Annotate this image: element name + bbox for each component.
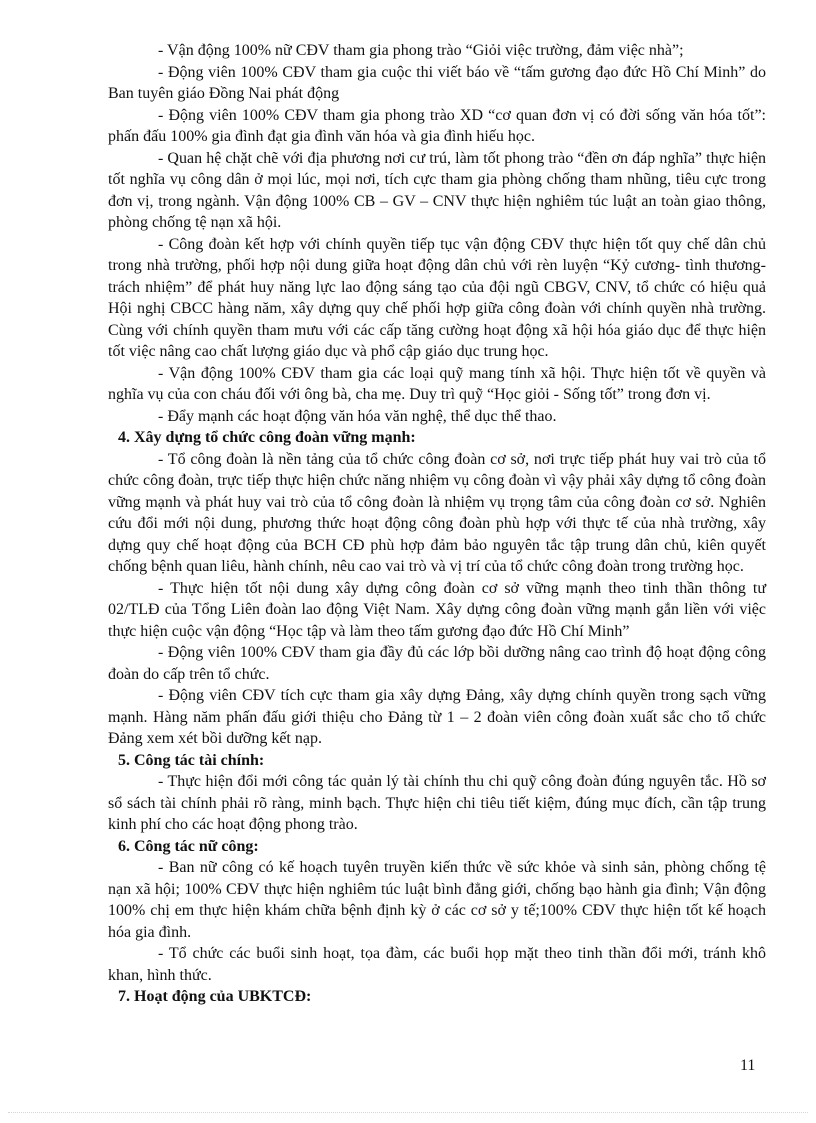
paragraph: - Tổ chức các buổi sinh hoạt, tọa đàm, các buổi họp mặt theo tinh thần đổi mới, tránh khô khan, hình thức. <box>108 945 766 984</box>
paragraph: - Động viên 100% CĐV tham gia cuộc thi viết báo về “tấm gương đạo đức Hồ Chí Minh” do Ban tuyên giáo Đồng Nai phát động <box>108 63 766 102</box>
paragraph: - Vận động 100% CĐV tham gia các loại quỹ mang tính xã hội. Thực hiện tốt về quyền và nghĩa vụ của con cháu đối với ông bà, cha mẹ. Duy trì quỹ “Học giỏi - Sống tốt” trong đơn vị. <box>108 364 766 403</box>
section-heading: 4. Xây dựng tổ chức công đoàn vững mạnh: <box>118 429 416 446</box>
paragraph: - Quan hệ chặt chẽ với địa phương nơi cư trú, làm tốt phong trào “đền ơn đáp nghĩa” thực hiện tốt nghĩa vụ công dân ở mọi lúc, mọi nơi, tích cực tham gia phòng chống tham nhũng, tiêu cực trong đơn vị, trong ngành. Vận động 100% CB – GV – CNV thực hiện nghiêm túc luật an toàn giao thông, phòng chống tệ nạn xã hội. <box>108 149 766 231</box>
document-body <box>108 40 766 1008</box>
paragraph: - Công đoàn kết hợp với chính quyền tiếp tục vận động CĐV thực hiện tốt quy chế dân chủ trong nhà trường, phối hợp nội dung giữa hoạt động dân chủ với rèn luyện “Kỷ cương- tình thương- trách nhiệm” để phát huy năng lực lao động sáng tạo của đội ngũ CBGV, CNV, tổ chức có hiệu quả Hội nghị CBCC hàng năm, xây dựng quy chế phối hợp giữa công đoàn với chính quyền nhà trường. Cùng với chính quyền tham mưu với các cấp tăng cường hoạt động xã hội hóa giáo dục để thực hiện tốt việc nâng cao chất lượng giáo dục và phổ cập giáo dục trung học. <box>108 235 766 360</box>
paragraph: - Động viên 100% CĐV tham gia đầy đủ các lớp bồi dưỡng nâng cao trình độ hoạt động công đoàn do cấp trên tổ chức. <box>108 644 766 683</box>
paragraph: - Tổ công đoàn là nền tảng của tổ chức công đoàn cơ sở, nơi trực tiếp phát huy vai trò của tổ chức công đoàn, trực tiếp thực hiện chức năng nhiệm vụ công đoàn vì vậy phải xây dựng tổ công đoàn vững mạnh và phát huy vai trò của tổ công đoàn là nhiệm vụ trọng tâm của công đoàn cơ sở. Nghiên cứu đổi mới nội dung, phương thức hoạt động công đoàn phù hợp với thực tế của nhà trường, xây dựng quy chế hoạt động của BCH CĐ phù hợp đảm bảo nguyên tắc tập trung dân chủ, kiên quyết chống bệnh quan liêu, hành chính, nêu cao vai trò và vị trí của tổ chức công đoàn trong trường học. <box>108 450 766 575</box>
section-heading: 5. Công tác tài chính: <box>118 751 265 769</box>
page-number: 11 <box>740 1057 756 1074</box>
section-heading: 6. Công tác nữ công: <box>118 837 259 855</box>
paragraph: - Động viên CĐV tích cực tham gia xây dựng Đảng, xây dựng chính quyền trong sạch vững mạnh. Hàng năm phấn đấu giới thiệu cho Đảng từ 1 – 2 đoàn viên công đoàn xuất sắc cho tổ chức Đảng xem xét bồi dưỡng kết nạp. <box>108 687 766 747</box>
section-heading: 7. Hoạt động của UBKTCĐ: <box>118 988 312 1005</box>
paragraph: - Thực hiện đổi mới công tác quản lý tài chính thu chi quỹ công đoàn đúng nguyên tắc. Hồ sơ sổ sách tài chính phải rõ ràng, minh bạch. Thực hiện chi tiêu tiết kiệm, đúng mục đích, cần tập trung kinh phí cho các hoạt động phong trào. <box>108 773 766 833</box>
paragraph: - Ban nữ công có kế hoạch tuyên truyền kiến thức về sức khỏe và sinh sản, phòng chống tệ nạn xã hội; 100% CĐV thực hiện nghiêm túc luật bình đẳng giới, chống bạo hành gia đình; Vận động 100% chị em thực hiện khám chữa bệnh định kỳ ở các cơ sở y tế;100% CĐV thực hiện tốt kế hoạch hóa gia đình. <box>108 859 766 941</box>
paragraph: - Thực hiện tốt nội dung xây dựng công đoàn cơ sở vững mạnh theo tinh thần thông tư 02/TLĐ của Tổng Liên đoàn lao động Việt Nam. Xây dựng công đoàn vững mạnh gắn liền với việc thực hiện cuộc vận động “Học tập và làm theo tấm gương đạo đức Hồ Chí Minh” <box>108 579 766 640</box>
paragraph: - Đẩy mạnh các hoạt động văn hóa văn nghệ, thể dục thể thao. <box>158 407 557 425</box>
paragraph: - Vận động 100% nữ CĐV tham gia phong trào “Giỏi việc trường, đảm việc nhà”; <box>158 42 684 59</box>
page-bottom-divider <box>8 1112 808 1113</box>
paragraph: - Động viên 100% CĐV tham gia phong trào XD “cơ quan đơn vị có đời sống văn hóa tốt”: phấn đấu 100% gia đình đạt gia đình văn hóa và gia đình hiếu học. <box>108 106 766 145</box>
